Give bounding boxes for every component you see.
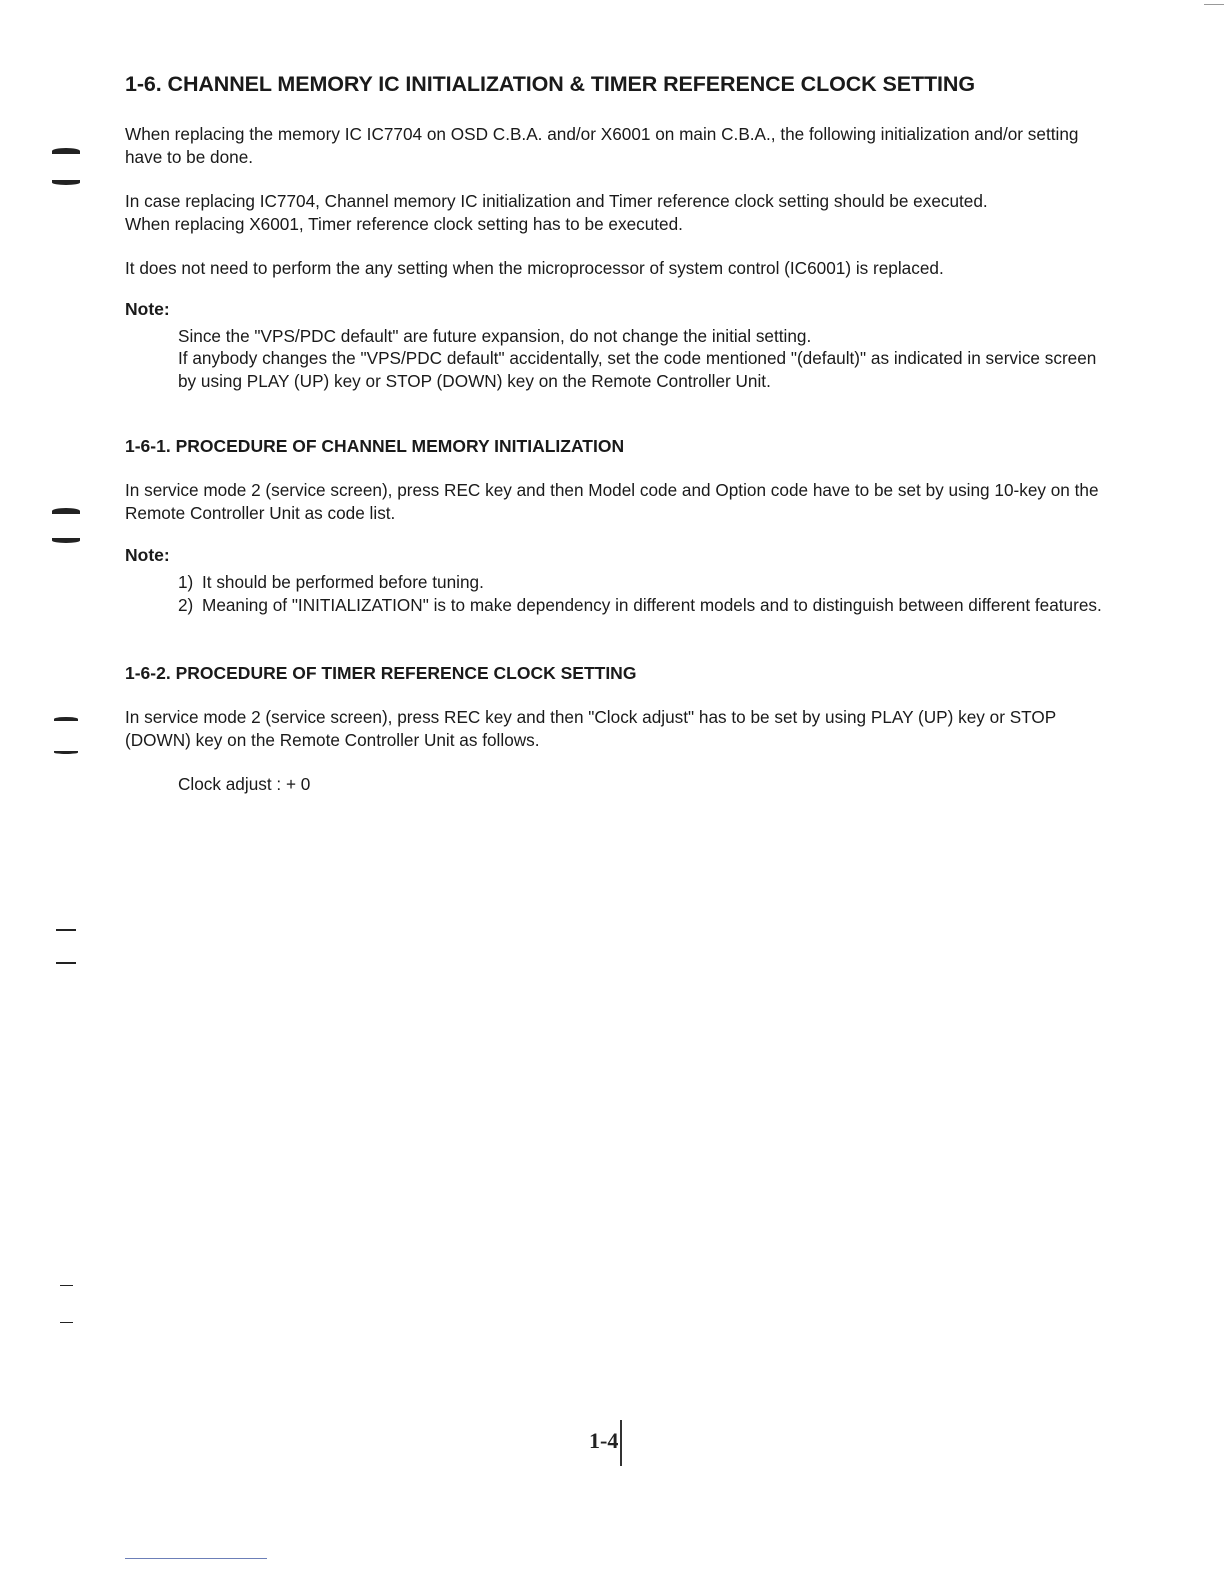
document-body [125,72,1115,818]
section-body: In service mode 2 (service screen), press REC key and then Model code and Option code have to be set by using 10-key on the Remote Controller Unit as code list. [125,480,1099,523]
intro-paragraph: When replacing X6001, Timer reference clock setting has to be executed. [125,213,683,234]
section-title: 1-6-2. PROCEDURE OF TIMER REFERENCE CLOCK SETTING [125,663,637,683]
note-body [125,325,1115,393]
list-item-number: 2) [178,594,194,615]
punch-mark [52,538,80,543]
punch-mark [54,751,78,754]
list-item [178,571,1115,594]
page-number: 1-4 [589,1428,619,1453]
bottom-rule [125,1558,267,1559]
note-line: Since the "VPS/PDC default" are future expansion, do not change the initial setting. [178,325,812,346]
intro-paragraph: When replacing the memory IC IC7704 on OSD C.B.A. and/or X6001 on main C.B.A., the following initialization and/or setting have to be done. [125,124,1079,167]
list-item [178,594,1115,617]
list-item-number: 1) [178,572,194,592]
intro-paragraph: It does not need to perform the any setting when the microprocessor of system control (IC6001) is replaced. [125,258,944,278]
list-item-text: It should be performed before tuning. [202,572,484,592]
note-label: Note: [125,298,170,319]
page-number-bar [620,1420,622,1466]
clock-adjust-value: Clock adjust : + 0 [178,774,311,794]
punch-mark [52,508,80,514]
note-line: If anybody changes the "VPS/PDC default" accidentally, set the code mentioned "(default)" as indicated in service screen by using PLAY (UP) key or STOP (DOWN) key on the Remote Controller Unit. [178,348,1097,391]
punch-mark [52,148,80,154]
punch-mark [56,962,76,964]
intro-paragraph: In case replacing IC7704, Channel memory IC initialization and Timer reference clock setting should be executed. [125,191,988,211]
page-title: 1-6. CHANNEL MEMORY IC INITIALIZATION & TIMER REFERENCE CLOCK SETTING [125,72,975,96]
list-item-text: Meaning of "INITIALIZATION" is to make dependency in different models and to distinguish between different features. [202,594,1102,615]
note-list [125,571,1115,616]
punch-mark [52,180,80,185]
section-body: In service mode 2 (service screen), press REC key and then "Clock adjust" has to be set by using PLAY (UP) key or STOP (DOWN) key on the Remote Controller Unit as follows. [125,707,1056,750]
section-title: 1-6-1. PROCEDURE OF CHANNEL MEMORY INITIALIZATION [125,436,625,456]
punch-mark [56,929,76,931]
punch-mark [54,717,78,721]
corner-mark [1204,4,1224,5]
punch-mark [60,1285,73,1286]
punch-mark [60,1322,73,1323]
note-label: Note: [125,545,170,565]
